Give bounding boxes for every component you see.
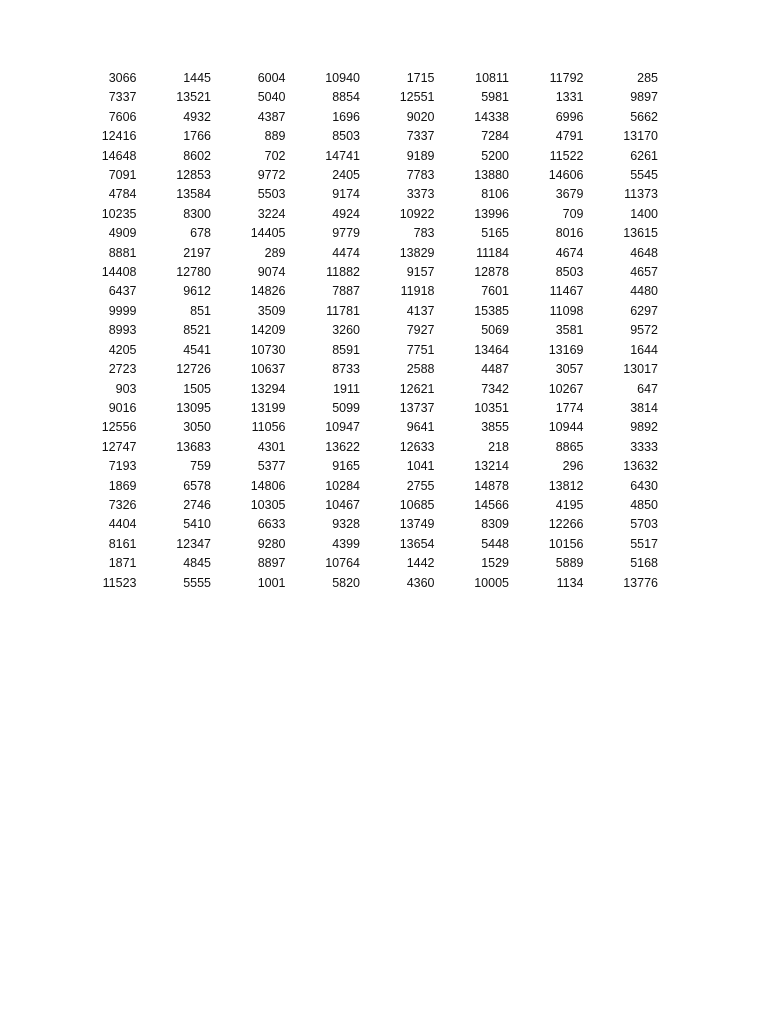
table-cell: 3050 — [183, 420, 211, 435]
table-cell: 218 — [488, 439, 509, 454]
table-row — [62, 263, 658, 282]
table-row — [62, 535, 658, 554]
table-cell: 9897 — [630, 90, 658, 105]
table-cell: 7342 — [481, 381, 509, 396]
table-cell: 4195 — [555, 497, 584, 512]
table-cell: 13632 — [623, 459, 658, 474]
table-cell: 5377 — [257, 459, 286, 474]
table-cell: 12416 — [101, 129, 137, 144]
table-cell: 12853 — [176, 168, 211, 183]
table-cell: 5040 — [257, 90, 286, 105]
table-cell: 1869 — [108, 478, 137, 493]
table-cell: 14806 — [250, 478, 286, 493]
table-cell: 9174 — [332, 187, 360, 202]
table-cell: 7091 — [108, 168, 137, 183]
table-cell: 6578 — [183, 478, 211, 493]
table-cell: 1766 — [183, 129, 211, 144]
table-cell: 8300 — [183, 206, 211, 221]
table-cell: 13654 — [399, 536, 435, 551]
table-cell: 14826 — [250, 284, 286, 299]
table-cell: 8865 — [555, 439, 584, 454]
table-cell: 6261 — [630, 148, 658, 163]
table-cell: 4648 — [630, 245, 658, 260]
table-cell: 3855 — [481, 420, 509, 435]
table-cell: 12556 — [101, 420, 137, 435]
table-cell: 10156 — [548, 536, 584, 551]
table-cell: 9572 — [630, 323, 658, 338]
table-cell: 4909 — [108, 226, 137, 241]
table-cell: 3224 — [257, 206, 286, 221]
table-cell: 7193 — [108, 459, 137, 474]
table-cell: 3814 — [630, 400, 658, 415]
table-cell: 2746 — [183, 497, 211, 512]
table-cell: 1871 — [108, 556, 137, 571]
table-cell: 5545 — [630, 168, 658, 183]
table-cell: 4791 — [555, 129, 584, 144]
table-cell: 4932 — [183, 109, 211, 124]
table-cell: 1715 — [406, 71, 435, 85]
table-cell: 4480 — [630, 284, 658, 299]
table-cell: 1505 — [183, 381, 211, 396]
table-cell: 11523 — [102, 575, 137, 590]
table-cell: 10944 — [548, 420, 584, 435]
table-cell: 13622 — [325, 439, 360, 454]
table-cell: 10685 — [399, 497, 435, 512]
table-cell: 8309 — [481, 517, 509, 532]
table-cell: 6633 — [257, 517, 286, 532]
table-cell: 10764 — [325, 556, 360, 571]
table-cell: 1644 — [630, 342, 658, 357]
table-cell: 11918 — [400, 284, 435, 299]
table-cell: 11522 — [549, 148, 584, 163]
table-cell: 12633 — [399, 439, 435, 454]
table-row — [62, 341, 658, 360]
table-cell: 11056 — [251, 420, 286, 435]
table-row — [62, 438, 658, 457]
table-cell: 13199 — [250, 400, 286, 415]
table-cell: 4474 — [332, 245, 360, 260]
table-cell: 1445 — [183, 71, 211, 85]
table-cell: 5517 — [630, 536, 658, 551]
table-cell: 6297 — [630, 303, 658, 318]
table-row — [62, 496, 658, 515]
table-cell: 5820 — [332, 575, 360, 590]
table-cell: 7326 — [108, 497, 137, 512]
number-table — [62, 69, 658, 593]
table-cell: 4541 — [183, 342, 211, 357]
table-cell: 903 — [115, 381, 137, 396]
table-cell: 9157 — [406, 265, 435, 280]
table-row — [62, 108, 658, 127]
table-row — [62, 205, 658, 224]
table-cell: 13615 — [623, 226, 658, 241]
table-cell: 4301 — [257, 439, 286, 454]
table-cell: 13829 — [399, 245, 435, 260]
table-row — [62, 147, 658, 166]
table-cell: 9772 — [257, 168, 286, 183]
table-cell: 759 — [190, 459, 211, 474]
table-row — [62, 554, 658, 573]
table-cell: 1400 — [630, 206, 658, 221]
table-cell: 11098 — [549, 303, 584, 318]
table-cell: 14878 — [474, 478, 509, 493]
table-cell: 11792 — [549, 71, 584, 85]
table-cell: 12621 — [399, 381, 435, 396]
table-cell: 8106 — [481, 187, 509, 202]
table-cell: 7337 — [406, 129, 435, 144]
table-cell: 10637 — [250, 362, 286, 377]
table-row — [62, 477, 658, 496]
table-cell: 1529 — [481, 556, 509, 571]
table-cell: 8733 — [332, 362, 360, 377]
table-row — [62, 88, 658, 107]
table-cell: 4387 — [257, 109, 286, 124]
table-cell: 5662 — [630, 109, 658, 124]
table-row — [62, 127, 658, 146]
table-cell: 8602 — [183, 148, 211, 163]
table-cell: 1911 — [333, 381, 360, 396]
table-cell: 6996 — [555, 109, 584, 124]
table-cell: 11882 — [326, 265, 360, 280]
table-cell: 4487 — [481, 362, 509, 377]
table-row — [62, 457, 658, 476]
table-cell: 7606 — [108, 109, 137, 124]
table-row — [62, 244, 658, 263]
table-cell: 13880 — [474, 168, 509, 183]
table-cell: 5069 — [481, 323, 509, 338]
table-cell: 14209 — [250, 323, 286, 338]
table-cell: 851 — [190, 303, 211, 318]
table-cell: 12266 — [548, 517, 584, 532]
table-cell: 10947 — [325, 420, 360, 435]
table-cell: 12347 — [176, 536, 211, 551]
table-cell: 15385 — [474, 303, 509, 318]
table-cell: 285 — [637, 71, 658, 85]
table-cell: 7601 — [481, 284, 509, 299]
table-cell: 9020 — [406, 109, 435, 124]
table-cell: 12878 — [474, 265, 509, 280]
table-cell: 13095 — [176, 400, 211, 415]
table-row — [62, 515, 658, 534]
table-cell: 8993 — [108, 323, 137, 338]
table-cell: 8881 — [108, 245, 137, 260]
table-cell: 5555 — [183, 575, 211, 590]
table-cell: 13737 — [399, 400, 435, 415]
table-row — [62, 224, 658, 243]
table-cell: 11781 — [326, 303, 360, 318]
table-cell: 11373 — [624, 187, 658, 202]
table-row — [62, 282, 658, 301]
table-cell: 11184 — [476, 245, 509, 260]
table-row — [62, 380, 658, 399]
table-cell: 13521 — [176, 90, 211, 105]
table-cell: 1331 — [555, 90, 584, 105]
table-cell: 8161 — [108, 536, 137, 551]
table-cell: 13996 — [474, 206, 509, 221]
table-cell: 7887 — [332, 284, 360, 299]
table-cell: 783 — [413, 226, 435, 241]
table-cell: 13169 — [548, 342, 584, 357]
table-cell: 3057 — [555, 362, 584, 377]
table-cell: 10811 — [475, 71, 509, 85]
table-cell: 1774 — [555, 400, 584, 415]
table-cell: 5703 — [630, 517, 658, 532]
table-cell: 10305 — [250, 497, 286, 512]
table-cell: 14648 — [101, 148, 137, 163]
table-cell: 4657 — [630, 265, 658, 280]
table-cell: 13170 — [623, 129, 658, 144]
table-cell: 10235 — [101, 206, 137, 221]
table-cell: 3679 — [555, 187, 584, 202]
table-cell: 5410 — [183, 517, 211, 532]
table-cell: 702 — [264, 148, 286, 163]
number-table-body — [62, 69, 658, 593]
table-cell: 10922 — [399, 206, 435, 221]
table-cell: 678 — [190, 226, 211, 241]
table-cell: 10467 — [325, 497, 360, 512]
table-cell: 5099 — [332, 400, 360, 415]
table-cell: 7783 — [406, 168, 435, 183]
table-cell: 14741 — [325, 148, 360, 163]
table-cell: 4845 — [183, 556, 211, 571]
table-cell: 9165 — [332, 459, 360, 474]
table-cell: 5448 — [481, 536, 509, 551]
table-cell: 2755 — [406, 478, 435, 493]
table-cell: 12726 — [176, 362, 211, 377]
table-cell: 11467 — [549, 284, 584, 299]
table-row — [62, 418, 658, 437]
table-cell: 13214 — [474, 459, 509, 474]
table-cell: 7927 — [406, 323, 435, 338]
table-cell: 8503 — [332, 129, 360, 144]
table-cell: 7284 — [481, 129, 509, 144]
table-cell: 1696 — [332, 109, 360, 124]
table-cell: 6430 — [630, 478, 658, 493]
table-cell: 13017 — [623, 362, 658, 377]
table-cell: 8591 — [332, 342, 360, 357]
table-cell: 8521 — [183, 323, 211, 338]
table-cell: 4784 — [108, 187, 137, 202]
table-cell: 1134 — [556, 575, 584, 590]
table-cell: 13683 — [176, 439, 211, 454]
table-cell: 5200 — [481, 148, 509, 163]
table-cell: 8503 — [555, 265, 584, 280]
table-row — [62, 302, 658, 321]
table-cell: 14338 — [474, 109, 509, 124]
table-cell: 3373 — [406, 187, 435, 202]
table-cell: 4850 — [630, 497, 658, 512]
table-row — [62, 399, 658, 418]
table-cell: 1442 — [406, 556, 435, 571]
table-cell: 889 — [264, 129, 286, 144]
table-cell: 12551 — [399, 90, 435, 105]
table-cell: 9328 — [332, 517, 360, 532]
table-cell: 296 — [562, 459, 584, 474]
table-cell: 8016 — [555, 226, 584, 241]
table-cell: 3333 — [630, 439, 658, 454]
table-cell: 9779 — [332, 226, 360, 241]
table-cell: 7751 — [406, 342, 435, 357]
table-cell: 2588 — [406, 362, 435, 377]
table-cell: 9892 — [630, 420, 658, 435]
table-cell: 13584 — [176, 187, 211, 202]
table-cell: 14566 — [474, 497, 509, 512]
table-cell: 3260 — [332, 323, 360, 338]
table-cell: 9280 — [257, 536, 286, 551]
table-cell: 1001 — [257, 575, 286, 590]
table-cell: 4404 — [108, 517, 137, 532]
table-cell: 3509 — [257, 303, 286, 318]
table-cell: 13776 — [623, 575, 658, 590]
table-cell: 7337 — [108, 90, 137, 105]
table-cell: 6437 — [108, 284, 137, 299]
table-cell: 13294 — [250, 381, 286, 396]
table-cell: 13464 — [474, 342, 509, 357]
table-cell: 4399 — [332, 536, 360, 551]
table-cell: 3581 — [555, 323, 584, 338]
table-cell: 5503 — [257, 187, 286, 202]
table-cell: 9641 — [406, 420, 435, 435]
table-cell: 9189 — [406, 148, 435, 163]
table-row — [62, 321, 658, 340]
table-cell: 4137 — [406, 303, 435, 318]
table-cell: 10267 — [548, 381, 584, 396]
table-cell: 5889 — [555, 556, 584, 571]
table-cell: 14405 — [250, 226, 286, 241]
table-cell: 9074 — [257, 265, 286, 280]
table-cell: 2197 — [183, 245, 211, 260]
table-row — [62, 69, 658, 88]
table-cell: 2723 — [108, 362, 137, 377]
table-cell: 8854 — [332, 90, 360, 105]
table-cell: 5981 — [481, 90, 509, 105]
table-cell: 10351 — [474, 400, 509, 415]
table-row — [62, 360, 658, 379]
table-cell: 5168 — [630, 556, 658, 571]
table-cell: 10284 — [325, 478, 360, 493]
table-cell: 2405 — [332, 168, 360, 183]
table-row — [62, 166, 658, 185]
table-cell: 12747 — [101, 439, 137, 454]
table-cell: 12780 — [176, 265, 211, 280]
table-row — [62, 185, 658, 204]
table-cell: 10730 — [250, 342, 286, 357]
table-cell: 4205 — [108, 342, 137, 357]
table-cell: 10940 — [325, 71, 360, 85]
table-cell: 1041 — [406, 459, 435, 474]
table-cell: 13749 — [399, 517, 435, 532]
table-cell: 6004 — [257, 71, 286, 85]
table-cell: 5165 — [481, 226, 509, 241]
table-cell: 709 — [562, 206, 584, 221]
table-cell: 13812 — [548, 478, 584, 493]
table-cell: 10005 — [474, 575, 509, 590]
table-cell: 3066 — [108, 71, 137, 85]
table-cell: 14408 — [101, 265, 137, 280]
table-cell: 4674 — [555, 245, 584, 260]
table-row — [62, 574, 658, 593]
table-cell: 8897 — [257, 556, 286, 571]
table-cell: 647 — [637, 381, 658, 396]
table-cell: 4360 — [406, 575, 435, 590]
table-cell: 9999 — [108, 303, 137, 318]
table-cell: 289 — [264, 245, 286, 260]
table-cell: 9612 — [183, 284, 211, 299]
table-cell: 9016 — [108, 400, 137, 415]
table-cell: 4924 — [332, 206, 360, 221]
table-cell: 14606 — [548, 168, 584, 183]
